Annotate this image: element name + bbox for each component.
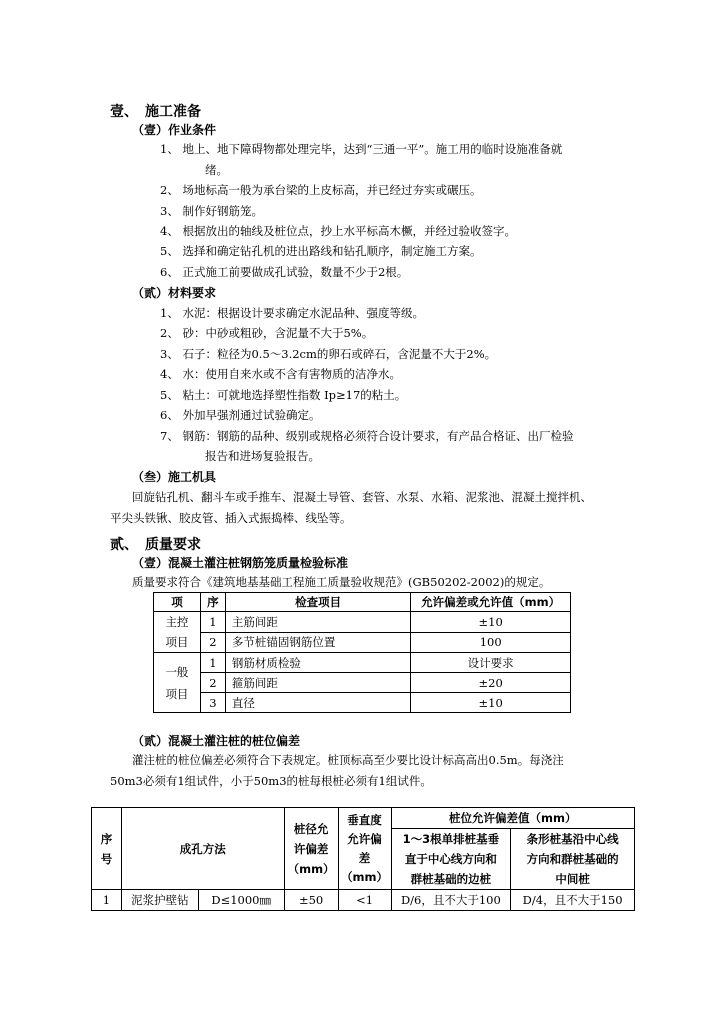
table-header: 序 [200, 593, 225, 612]
table-cell: 设计要求 [411, 653, 571, 673]
header-text: 号 [100, 851, 113, 866]
list-item: 4、 水：使用自来水或不含有害物质的洁净水。 [160, 367, 401, 381]
list-item: 6、 正式施工前要做成孔试验，数量不少于2根。 [160, 265, 409, 279]
table-cell: 1 [92, 890, 122, 911]
table-cell: ±10 [411, 693, 571, 713]
table-cell: D/4，且不大于150 [511, 890, 635, 911]
table-cell: 100 [411, 632, 571, 653]
list-item: 5、 粘土：可就地选择塑性指数 Ip≥17的粘土。 [160, 388, 407, 402]
list-item-continuation: 绪。 [205, 163, 228, 177]
section-title: 贰、 质量要求 [110, 537, 201, 553]
header-diameter [284, 808, 338, 890]
list-item: 2、 砂：中砂或粗砂，含泥量不大于5%。 [160, 326, 374, 340]
group-cell [154, 653, 201, 713]
paragraph-line: 50m3必须有1组试件，小于50m3的桩每根桩必须有1组试件。 [110, 774, 432, 788]
table-cell: 2 [200, 673, 225, 693]
table-cell: ±50 [284, 890, 338, 911]
header-text: 1～3根单排桩基垂 [402, 832, 500, 846]
header-text: 桩径允 [293, 821, 329, 836]
list-item: 4、 根据放出的轴线及桩位点，抄上水平标高木橛，并经过验收签字。 [160, 224, 516, 238]
table-cell: 3 [200, 693, 225, 713]
header-text: 条形桩基沿中心线 [526, 832, 619, 846]
list-item: 3、 制作好钢筋笼。 [160, 204, 263, 218]
list-item: 7、 钢筋：钢筋的品种、级别或规格必须符合设计要求，有产品合格证、出厂检验 [160, 429, 574, 443]
header-text: 中间桩 [555, 872, 590, 886]
table-cell: 1 [200, 653, 225, 673]
group-label: 主控 [165, 615, 189, 629]
paragraph-line: 质量要求符合《建筑地基基础工程施工质量验收规范》(GB50202-2002)的规定。 [132, 575, 551, 589]
table-cell: 直径 [225, 693, 410, 713]
table-header: 项 [154, 593, 201, 612]
table-cell: 1 [200, 612, 225, 633]
header-text: 直于中心线方向和 [404, 852, 497, 866]
paragraph-line: 回旋钻孔机、翻斗车或手推车、混凝土导管、套管、水泵、水箱、泥浆池、混凝土搅拌机、 [132, 490, 592, 504]
header-middle-piles [511, 829, 635, 890]
table-cell: D≤1000㎜ [198, 890, 284, 911]
header-text: 允许偏 [347, 831, 382, 846]
paragraph-line: 灌注桩的桩位偏差必须符合下表规定。桩顶标高至少要比设计标高高出0.5m。每浇注 [132, 753, 564, 767]
table-header: 检查项目 [225, 593, 410, 612]
pile-position-deviation-table [91, 807, 635, 911]
table-cell: 主筋间距 [225, 612, 410, 633]
group-label: 一般 [165, 664, 189, 679]
header-text: （mm） [341, 869, 389, 884]
group-cell [154, 612, 201, 653]
table-cell: ±10 [411, 612, 571, 633]
table-cell: 泥浆护壁钻 [121, 890, 198, 911]
header-seq [92, 808, 122, 890]
header-text: 序 [100, 831, 113, 846]
subsection-title: （壹）混凝土灌注桩钢筋笼质量检验标准 [132, 556, 349, 570]
subsection-title: （贰）材料要求 [132, 286, 217, 300]
table-cell: <1 [338, 890, 391, 911]
section-title: 壹、 施工准备 [110, 104, 201, 120]
table-header: 允许偏差或允许值（mm） [411, 593, 571, 612]
header-text: 群桩基础的边桩 [410, 872, 492, 886]
table-cell: 2 [200, 632, 225, 653]
table-cell: 钢筋材质检验 [225, 653, 410, 673]
list-item: 3、 石子：粒径为0.5～3.2cm的卵石或碎石，含泥量不大于2%。 [160, 347, 497, 361]
subsection-title: （叁）施工机具 [132, 470, 217, 484]
table-cell: 多节桩锚固钢筋位置 [225, 632, 410, 653]
header-edge-piles [391, 829, 511, 890]
group-label: 项目 [165, 686, 189, 701]
header-text: 许偏差 [293, 841, 329, 856]
rebar-cage-inspection-table [153, 592, 571, 713]
list-item: 6、 外加早强剂通过试验确定。 [160, 408, 321, 422]
header-verticality [338, 808, 391, 890]
list-item-continuation: 报告和进场复验报告。 [205, 449, 320, 463]
header-method: 成孔方法 [121, 808, 284, 890]
subsection-title: （贰）混凝土灌注桩的桩位偏差 [132, 734, 301, 748]
table-cell: ±20 [411, 673, 571, 693]
header-text: （mm） [287, 861, 335, 876]
header-text: 差 [358, 850, 371, 865]
header-position-deviation: 桩位允许偏差值（mm） [391, 808, 634, 829]
paragraph-line: 平尖头铁锹、胶皮管、插入式振捣棒、线坠等。 [110, 511, 352, 525]
list-item: 1、 水泥：根据设计要求确定水泥品种、强度等级。 [160, 306, 424, 320]
table-cell: D/6，且不大于100 [391, 890, 511, 911]
header-text: 垂直度 [347, 812, 382, 827]
list-item: 1、 地上、地下障碍物都处理完毕，达到“三通一平”。施工用的临时设施准备就 [160, 142, 563, 156]
subsection-title: （壹）作业条件 [132, 123, 217, 137]
table-cell: 箍筋间距 [225, 673, 410, 693]
header-text: 方向和群桩基础的 [526, 852, 619, 866]
group-label: 项目 [165, 635, 189, 649]
list-item: 5、 选择和确定钻孔机的进出路线和钻孔顺序，制定施工方案。 [160, 244, 482, 258]
list-item: 2、 场地标高一般为承台梁的上皮标高，并已经过夯实或碾压。 [160, 183, 482, 197]
